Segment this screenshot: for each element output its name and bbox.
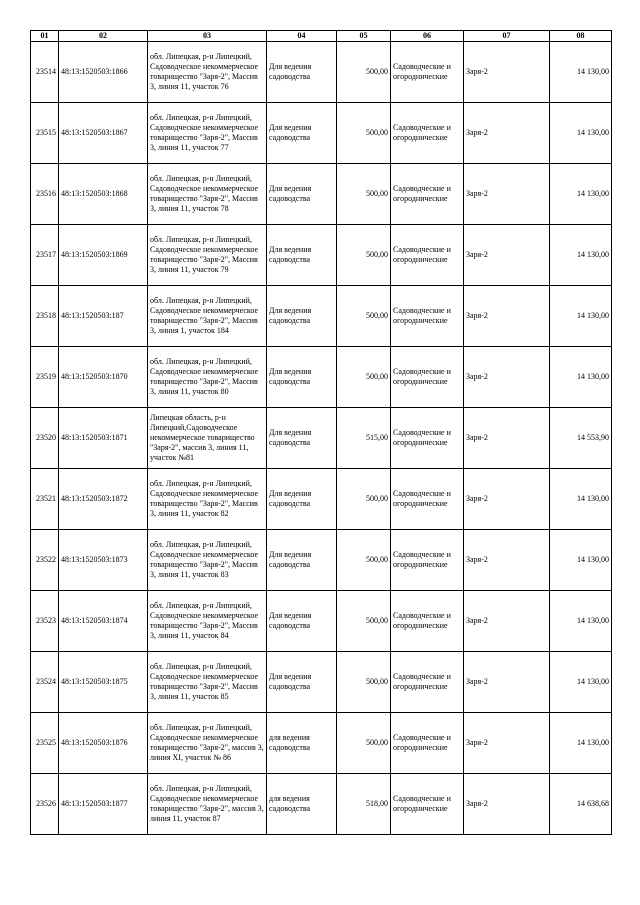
cell-address: обл. Липецкая, р-н Липецкий, Садоводческое некоммерческое товарищество "Заря-2", Массив 3, линия 11, участок 80 [148, 347, 267, 408]
cell-cadastral-number: 48:13:1520503:187 [59, 286, 148, 347]
cell-number: 23523 [31, 591, 59, 652]
cell-land-category: Садоводческие и огороднические [391, 408, 464, 469]
cell-address: обл. Липецкая, р-н Липецкий, Садоводческое некоммерческое товарищество "Заря-2", Массив 3, линия 11, участок 85 [148, 652, 267, 713]
cell-value: 14 130,00 [550, 164, 612, 225]
cell-permitted-use: Для ведения садоводства [267, 591, 337, 652]
cell-locality: Заря-2 [464, 164, 550, 225]
cell-number: 23514 [31, 42, 59, 103]
cell-locality: Заря-2 [464, 591, 550, 652]
cell-value: 14 130,00 [550, 42, 612, 103]
cell-cadastral-number: 48:13:1520503:1870 [59, 347, 148, 408]
cell-permitted-use: Для ведения садоводства [267, 286, 337, 347]
table-row [31, 591, 612, 652]
cell-cadastral-number: 48:13:1520503:1868 [59, 164, 148, 225]
cell-value: 14 130,00 [550, 652, 612, 713]
cell-permitted-use: Для ведения садоводства [267, 530, 337, 591]
table-row [31, 164, 612, 225]
cell-value: 14 130,00 [550, 225, 612, 286]
cell-cadastral-number: 48:13:1520503:1867 [59, 103, 148, 164]
cell-number: 23521 [31, 469, 59, 530]
land-registry-table [30, 30, 612, 835]
cell-permitted-use: для ведения садоводства [267, 713, 337, 774]
cell-locality: Заря-2 [464, 469, 550, 530]
cell-cadastral-number: 48:13:1520503:1871 [59, 408, 148, 469]
cell-value: 14 553,90 [550, 408, 612, 469]
table-row [31, 347, 612, 408]
cell-land-category: Садоводческие и огороднические [391, 286, 464, 347]
cell-locality: Заря-2 [464, 774, 550, 835]
cell-area: 500,00 [337, 286, 391, 347]
cell-number: 23522 [31, 530, 59, 591]
cell-area: 500,00 [337, 42, 391, 103]
cell-value: 14 638,68 [550, 774, 612, 835]
cell-locality: Заря-2 [464, 286, 550, 347]
cell-locality: Заря-2 [464, 652, 550, 713]
cell-land-category: Садоводческие и огороднические [391, 591, 464, 652]
cell-area: 500,00 [337, 713, 391, 774]
cell-number: 23517 [31, 225, 59, 286]
cell-value: 14 130,00 [550, 530, 612, 591]
cell-address: обл. Липецкая, р-н Липецкий, Садоводческое некоммерческое товарищество "Заря-2", Массив 3, линия 11, участок 76 [148, 42, 267, 103]
column-header: 02 [59, 31, 148, 42]
cell-value: 14 130,00 [550, 347, 612, 408]
cell-permitted-use: Для ведения садоводства [267, 103, 337, 164]
cell-permitted-use: Для ведения садоводства [267, 408, 337, 469]
table-row [31, 286, 612, 347]
cell-value: 14 130,00 [550, 591, 612, 652]
column-header: 01 [31, 31, 59, 42]
cell-locality: Заря-2 [464, 225, 550, 286]
table-row [31, 225, 612, 286]
cell-area: 500,00 [337, 347, 391, 408]
cell-address: обл. Липецкая, р-н Липецкий, Садоводческое некоммерческое товарищество "Заря-2", массив 3, линия 11, участок 87 [148, 774, 267, 835]
cell-locality: Заря-2 [464, 408, 550, 469]
cell-address: обл. Липецкая, р-н Липецкий, Садоводческое некоммерческое товарищество "Заря-2", Массив 3, линия 1, участок 184 [148, 286, 267, 347]
cell-locality: Заря-2 [464, 530, 550, 591]
cell-value: 14 130,00 [550, 286, 612, 347]
cell-number: 23526 [31, 774, 59, 835]
cell-address: обл. Липецкая, р-н Липецкий, Садоводческое некоммерческое товарищество "Заря-2", массив 3, линия XI, участок № 86 [148, 713, 267, 774]
cell-permitted-use: Для ведения садоводства [267, 164, 337, 225]
cell-land-category: Садоводческие и огороднические [391, 42, 464, 103]
cell-area: 500,00 [337, 652, 391, 713]
column-header: 06 [391, 31, 464, 42]
cell-land-category: Садоводческие и огороднические [391, 652, 464, 713]
cell-area: 500,00 [337, 225, 391, 286]
cell-locality: Заря-2 [464, 42, 550, 103]
cell-area: 500,00 [337, 530, 391, 591]
header-row [31, 31, 612, 42]
column-header: 05 [337, 31, 391, 42]
cell-address: обл. Липецкая, р-н Липецкий, Садоводческое некоммерческое товарищество "Заря-2", Массив 3, линия 11, участок 82 [148, 469, 267, 530]
cell-permitted-use: Для ведения садоводства [267, 225, 337, 286]
table-row [31, 408, 612, 469]
cell-permitted-use: для ведения садоводства [267, 774, 337, 835]
table-row [31, 530, 612, 591]
cell-permitted-use: Для ведения садоводства [267, 42, 337, 103]
cell-land-category: Садоводческие и огороднические [391, 469, 464, 530]
table-row [31, 774, 612, 835]
cell-address: Липецкая область, р-н Липецкий,Садоводческое некоммерческое товарищество "Заря-2", массив 3, линия 11, участок №81 [148, 408, 267, 469]
table-row [31, 42, 612, 103]
cell-cadastral-number: 48:13:1520503:1866 [59, 42, 148, 103]
cell-land-category: Садоводческие и огороднические [391, 530, 464, 591]
table-row [31, 469, 612, 530]
cell-value: 14 130,00 [550, 103, 612, 164]
cell-cadastral-number: 48:13:1520503:1873 [59, 530, 148, 591]
cell-cadastral-number: 48:13:1520503:1874 [59, 591, 148, 652]
cell-locality: Заря-2 [464, 103, 550, 164]
cell-land-category: Садоводческие и огороднические [391, 713, 464, 774]
cell-number: 23516 [31, 164, 59, 225]
cell-area: 518,00 [337, 774, 391, 835]
cell-address: обл. Липецкая, р-н Липецкий, Садоводческое некоммерческое товарищество "Заря-2", Массив 3, линия 11, участок 77 [148, 103, 267, 164]
cell-number: 23515 [31, 103, 59, 164]
cell-permitted-use: Для ведения садоводства [267, 347, 337, 408]
document-page [30, 30, 612, 835]
cell-value: 14 130,00 [550, 713, 612, 774]
cell-number: 23518 [31, 286, 59, 347]
cell-permitted-use: Для ведения садоводства [267, 652, 337, 713]
cell-value: 14 130,00 [550, 469, 612, 530]
column-header: 03 [148, 31, 267, 42]
cell-number: 23525 [31, 713, 59, 774]
cell-area: 500,00 [337, 591, 391, 652]
cell-area: 500,00 [337, 103, 391, 164]
column-header: 04 [267, 31, 337, 42]
cell-number: 23524 [31, 652, 59, 713]
cell-land-category: Садоводческие и огороднические [391, 164, 464, 225]
cell-area: 500,00 [337, 164, 391, 225]
cell-locality: Заря-2 [464, 713, 550, 774]
column-header: 07 [464, 31, 550, 42]
cell-address: обл. Липецкая, р-н Липецкий, Садоводческое некоммерческое товарищество "Заря-2", Массив 3, линия 11, участок 83 [148, 530, 267, 591]
cell-area: 515,00 [337, 408, 391, 469]
cell-cadastral-number: 48:13:1520503:1872 [59, 469, 148, 530]
cell-land-category: Садоводческие и огороднические [391, 774, 464, 835]
cell-number: 23519 [31, 347, 59, 408]
cell-locality: Заря-2 [464, 347, 550, 408]
table-row [31, 652, 612, 713]
table-row [31, 103, 612, 164]
cell-land-category: Садоводческие и огороднические [391, 225, 464, 286]
cell-address: обл. Липецкая, р-н Липецкий, Садоводческое некоммерческое товарищество "Заря-2", Массив 3, линия 11, участок 79 [148, 225, 267, 286]
cell-cadastral-number: 48:13:1520503:1875 [59, 652, 148, 713]
cell-cadastral-number: 48:13:1520503:1877 [59, 774, 148, 835]
column-header: 08 [550, 31, 612, 42]
cell-address: обл. Липецкая, р-н Липецкий, Садоводческое некоммерческое товарищество "Заря-2", Массив 3, линия 11, участок 84 [148, 591, 267, 652]
cell-area: 500,00 [337, 469, 391, 530]
table-row [31, 713, 612, 774]
cell-address: обл. Липецкая, р-н Липецкий, Садоводческое некоммерческое товарищество "Заря-2", Массив 3, линия 11, участок 78 [148, 164, 267, 225]
cell-cadastral-number: 48:13:1520503:1876 [59, 713, 148, 774]
cell-land-category: Садоводческие и огороднические [391, 103, 464, 164]
cell-cadastral-number: 48:13:1520503:1869 [59, 225, 148, 286]
cell-permitted-use: Для ведения садоводства [267, 469, 337, 530]
cell-number: 23520 [31, 408, 59, 469]
cell-land-category: Садоводческие и огороднические [391, 347, 464, 408]
